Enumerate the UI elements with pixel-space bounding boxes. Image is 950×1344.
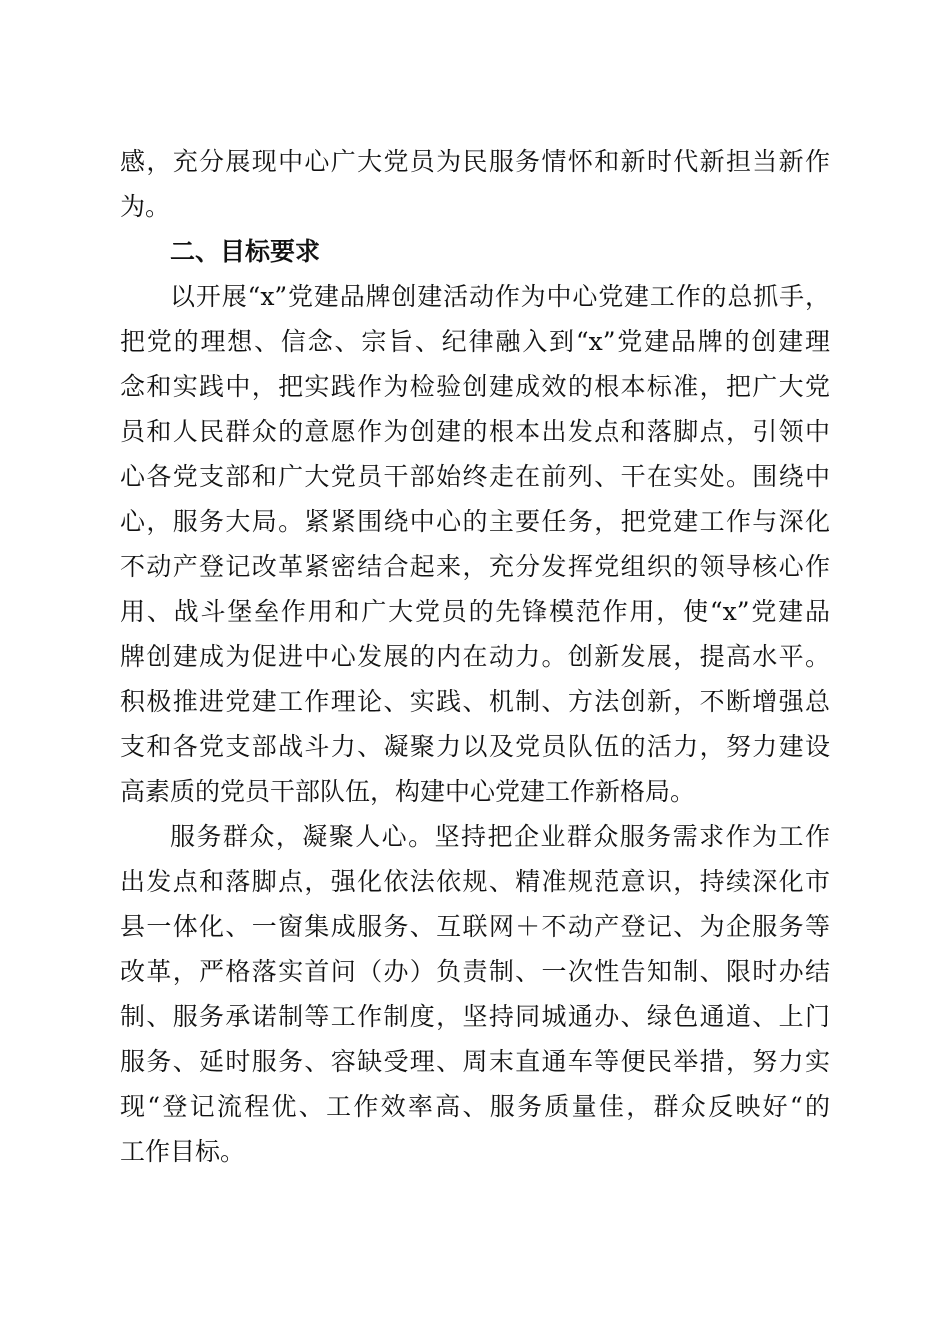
paragraph-line: 改革，严格落实首问（办）负责制、一次性告知制、限时办结 bbox=[120, 957, 830, 986]
paragraph-line: 以开展“x”党建品牌创建活动作为中心党建工作的总抓手， bbox=[170, 282, 830, 311]
paragraph-line: 支和各党支部战斗力、凝聚力以及党员队伍的活力，努力建设 bbox=[120, 732, 830, 761]
paragraph-line: 员和人民群众的意愿作为创建的根本出发点和落脚点，引领中 bbox=[120, 417, 830, 446]
paragraph-line: 不动产登记改革紧密结合起来，充分发挥党组织的领导核心作 bbox=[120, 552, 830, 581]
paragraph-line: 服务、延时服务、容缺受理、周末直通车等便民举措，努力实 bbox=[120, 1047, 830, 1076]
paragraph-line: 心各党支部和广大党员干部始终走在前列、干在实处。围绕中 bbox=[120, 462, 830, 491]
paragraph-line: 服务群众，凝聚人心。坚持把企业群众服务需求作为工作 bbox=[170, 822, 830, 851]
paragraph-line: 制、服务承诺制等工作制度，坚持同城通办、绿色通道、上门 bbox=[120, 1002, 830, 1031]
paragraph-line: 县一体化、一窗集成服务、互联网＋不动产登记、为企服务等 bbox=[120, 912, 830, 941]
paragraph-line: 高素质的党员干部队伍，构建中心党建工作新格局。 bbox=[120, 777, 696, 806]
paragraph-line: 牌创建成为促进中心发展的内在动力。创新发展，提高水平。 bbox=[120, 642, 830, 671]
paragraph-line: 工作目标。 bbox=[120, 1137, 246, 1166]
paragraph-line: 心，服务大局。紧紧围绕中心的主要任务，把党建工作与深化 bbox=[120, 507, 830, 536]
paragraph-line: 出发点和落脚点，强化依法依规、精准规范意识，持续深化市 bbox=[120, 867, 830, 896]
section-heading: 二、目标要求 bbox=[170, 237, 321, 266]
text-line: 感，充分展现中心广大党员为民服务情怀和新时代新担当新作 bbox=[120, 147, 830, 176]
paragraph-line: 用、战斗堡垒作用和广大党员的先锋模范作用，使“x”党建品 bbox=[120, 597, 830, 626]
paragraph-line: 积极推进党建工作理论、实践、机制、方法创新，不断增强总 bbox=[120, 687, 830, 716]
paragraph-line: 念和实践中，把实践作为检验创建成效的根本标准，把广大党 bbox=[120, 372, 830, 401]
paragraph-line: 把党的理想、信念、宗旨、纪律融入到“x”党建品牌的创建理 bbox=[120, 327, 830, 356]
text-line: 为。 bbox=[120, 192, 171, 221]
paragraph-line: 现“登记流程优、工作效率高、服务质量佳，群众反映好“的 bbox=[120, 1092, 830, 1121]
